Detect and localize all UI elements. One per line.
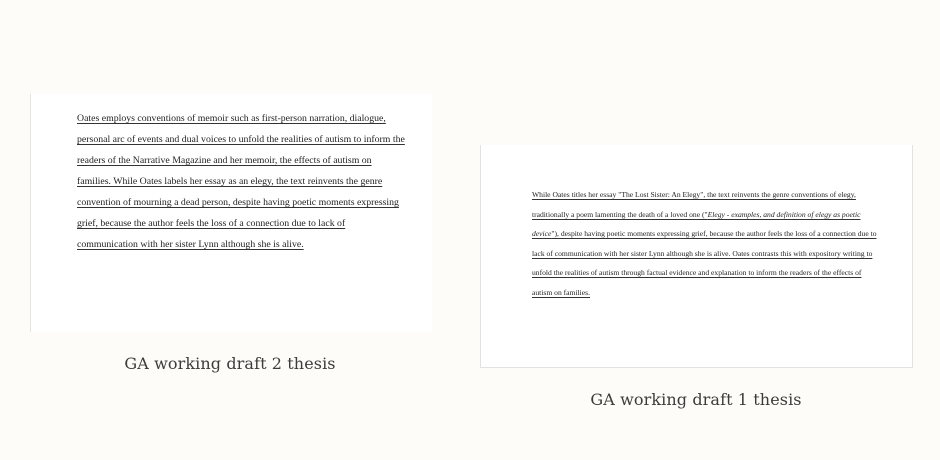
right-thesis-citation-link[interactable]: Elegy - examples, and definition of elegy as poetic device: [532, 209, 861, 238]
left-thesis-text: Oates employs conventions of memoir such as first-person narration, dialogue, personal arc of events and dual voices to unfold the realities of autism to inform the readers of the Narrative Magazine and her memoir, the effects of autism on families. While Oates labels her essay as an elegy, the text reinvents the genre convention of mourning a dead person, despite having poetic moments expressing grief, because the author feels the loss of a connection due to lack of communication with her sister Lynn although she is alive.: [77, 113, 405, 250]
left-thesis-paragraph: [77, 108, 407, 255]
right-thesis-text-part2: "), despite having poetic moments expressing grief, because the author feels the loss of a connection due to lack of communication with her sister Lynn although she is alive. Oates contrasts this with expository writing to unfold the realities of autism through factual evidence and explanation to inform the readers of the effects of autism on families.: [532, 229, 877, 297]
right-caption: GA working draft 1 thesis: [590, 390, 802, 409]
right-document-card: [480, 145, 913, 368]
left-document-card: [30, 94, 432, 332]
right-thesis-paragraph: [532, 185, 880, 302]
right-thesis-text-part1: While Oates titles her essay "The Lost Sister: An Elegy", the text reinvents the genre conventions of elegy, traditionally a poem lamenting the death of a loved one (": [532, 190, 856, 219]
left-caption: GA working draft 2 thesis: [124, 354, 336, 373]
